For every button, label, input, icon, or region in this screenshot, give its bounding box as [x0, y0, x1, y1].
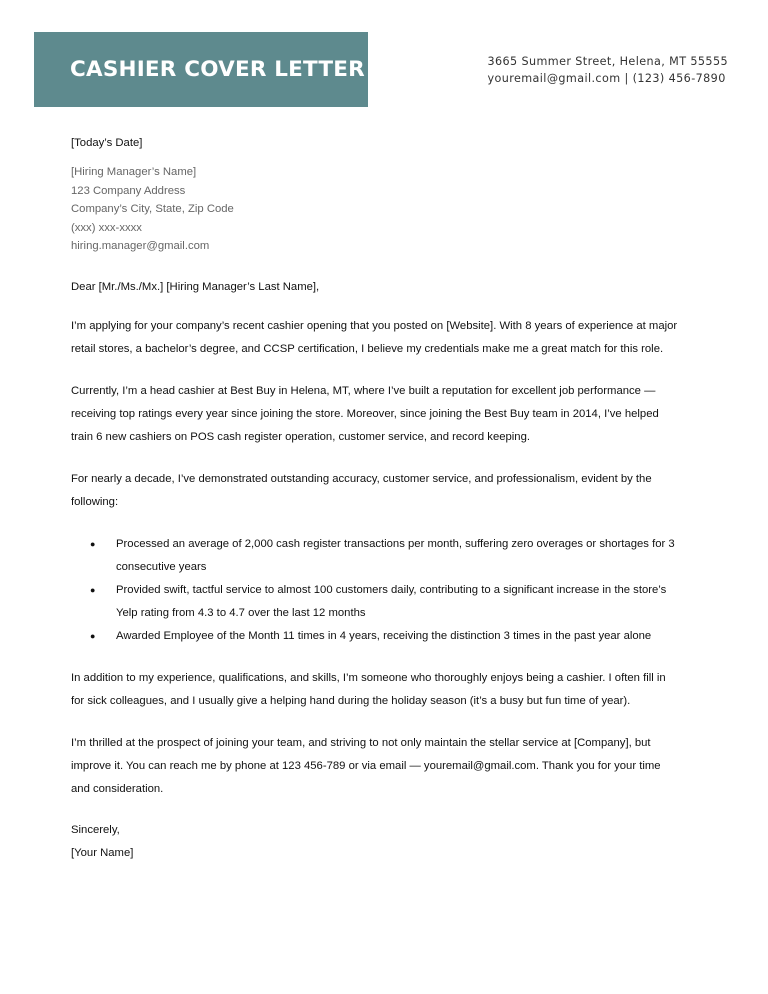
recipient-block — [71, 163, 681, 256]
bullet-icon: ● — [90, 584, 96, 595]
bullet-icon: ● — [90, 538, 96, 549]
recipient-phone: (xxx) xxx-xxxx — [71, 221, 142, 234]
sender-address: 3665 Summer Street, Helena, MT 55555 — [487, 55, 728, 68]
title-banner — [34, 32, 368, 107]
signoff-block — [71, 819, 681, 865]
signoff: Sincerely, — [71, 823, 120, 836]
list-item — [71, 579, 681, 625]
list-item-text: Provided swift, tactful service to almost 100 customers daily, contributing to a significant increase in the store’s Yelp rating from 4.3 to 4.7 over the last 12 months — [116, 583, 667, 619]
bullet-icon: ● — [90, 630, 96, 641]
paragraph-achievements-lead: For nearly a decade, I’ve demonstrated outstanding accuracy, customer service, and professionalism, evident by the following: — [71, 472, 652, 508]
paragraph-enjoyment: In addition to my experience, qualifications, and skills, I’m someone who thoroughly enjoys being a cashier. I often fill in for sick colleagues, and I usually give a helping hand during the holiday season (it’s a busy but fun time of year). — [71, 671, 666, 707]
paragraph-closing: I’m thrilled at the prospect of joining your team, and striving to not only maintain the stellar service at [Company], but improve it. You can reach me by phone at 123 456-789 or via email — youremail@gmail.com. Thank you for your time and consideration. — [71, 736, 661, 795]
recipient-address: 123 Company Address — [71, 184, 186, 197]
paragraph-current-role: Currently, I’m a head cashier at Best Buy in Helena, MT, where I’ve built a reputation for excellent job performance — receiving top ratings every year since joining the store. Moreover, since joining the Best Buy team in 2014, I’ve helped train 6 new cashiers on POS cash register operation, customer service, and record keeping. — [71, 384, 659, 443]
recipient-city: Company’s City, State, Zip Code — [71, 203, 234, 215]
document-title: CASHIER COVER LETTER — [70, 57, 365, 82]
contact-block — [487, 53, 728, 87]
signature-name: [Your Name] — [71, 846, 134, 859]
achievements-list — [71, 533, 681, 648]
letter-date: [Today’s Date] — [71, 137, 143, 149]
letter-body — [71, 134, 681, 865]
list-item-text: Processed an average of 2,000 cash register transactions per month, suffering zero overages or shortages for 3 consecutive years — [116, 537, 675, 573]
sender-email-phone: youremail@gmail.com | (123) 456-7890 — [487, 72, 726, 85]
paragraph-intro: I’m applying for your company’s recent cashier opening that you posted on [Website]. With 8 years of experience at major retail stores, a bachelor’s degree, and CCSP certification, I believe my credentials make me a great match for this role. — [71, 319, 678, 355]
recipient-name: [Hiring Manager’s Name] — [71, 166, 197, 178]
salutation: Dear [Mr./Ms./Mx.] [Hiring Manager’s Last Name], — [71, 280, 320, 293]
list-item-text: Awarded Employee of the Month 11 times in 4 years, receiving the distinction 3 times in the past year alone — [116, 629, 652, 642]
recipient-email: hiring.manager@gmail.com — [71, 240, 210, 252]
list-item — [71, 625, 681, 648]
list-item — [71, 533, 681, 579]
